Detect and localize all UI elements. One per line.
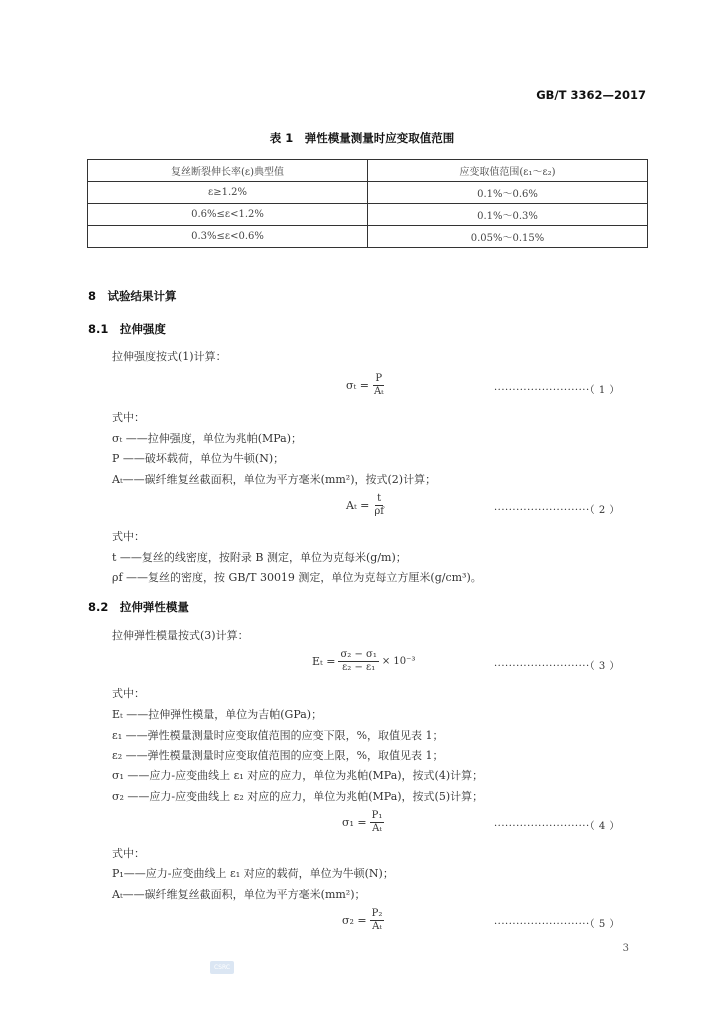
denominator: Aₜ — [372, 823, 382, 834]
equation-lhs: σ₁ = — [342, 816, 367, 829]
definition-line: ρf ——复丝的密度，按 GB/T 30019 测定，单位为克每立方厘米(g/cm³)。 — [112, 571, 482, 584]
denominator: Aₜ — [373, 386, 384, 397]
table-caption: 表 1 弹性模量测量时应变取值范围 — [269, 131, 455, 145]
equation-1 — [346, 373, 389, 398]
where-label: 式中： — [112, 411, 145, 424]
denominator: Aₜ — [372, 921, 382, 932]
fraction — [372, 373, 386, 398]
equation-number: （ 4 ） — [589, 821, 620, 832]
fraction — [370, 810, 385, 835]
definition-line: ε₂ ——弹性模量测量时应变取值范围的应变上限，%，取值见表 1； — [112, 749, 444, 762]
equation-4 — [342, 810, 387, 835]
definition-line: P ——破坏载荷，单位为牛顿(N)； — [112, 452, 285, 465]
table-header-row — [88, 160, 648, 182]
table-row — [88, 182, 648, 204]
equation-lhs: σₜ = — [346, 379, 369, 392]
paragraph: 拉伸弹性模量按式(3)计算： — [112, 629, 249, 642]
table-cell: 0.1%～0.3% — [368, 204, 648, 226]
equation-2 — [346, 493, 389, 518]
equation-leader-dots: ··························（ 4 ） — [494, 821, 620, 832]
definition-line: Aₜ——碳纤维复丝截面积，单位为平方毫米(mm²)； — [112, 888, 366, 901]
definition-line: Eₜ ——拉伸弹性模量，单位为吉帕(GPa)； — [112, 708, 323, 721]
standard-number: GB/T 3362—2017 — [536, 88, 646, 102]
definition-line: ε₁ ——弹性模量测量时应变取值范围的应变下限，%，取值见表 1； — [112, 729, 444, 742]
definition-line: σ₁ ——应力-应变曲线上 ε₁ 对应的应力，单位为兆帕(MPa)，按式(4)计算； — [112, 769, 484, 782]
equation-lhs: Aₜ = — [346, 499, 370, 512]
table-header-cell: 应变取值范围(ε₁～ε₂) — [368, 160, 648, 182]
table-cell: ε≥1.2% — [88, 182, 368, 204]
definition-line: Aₜ——碳纤维复丝截面积，单位为平方毫米(mm²)，按式(2)计算； — [112, 473, 437, 486]
definition-line: t ——复丝的线密度，按附录 B 测定，单位为克每米(g/m)； — [112, 551, 407, 564]
watermark-logo: CSRC — [210, 961, 234, 974]
section-8-heading: 8 试验结果计算 — [88, 289, 177, 303]
fraction — [372, 493, 386, 518]
table-row — [88, 226, 648, 248]
denominator: ρf — [374, 506, 384, 517]
table-header-cell: 复丝断裂伸长率(ε)典型值 — [88, 160, 368, 182]
table-cell: 0.05%～0.15% — [368, 226, 648, 248]
definition-line: σ₂ ——应力-应变曲线上 ε₂ 对应的应力，单位为兆帕(MPa)，按式(5)计算； — [112, 790, 484, 803]
equation-leader-dots: ··························（ 5 ） — [494, 919, 620, 930]
strain-range-table — [87, 159, 648, 248]
equation-number: （ 5 ） — [589, 919, 620, 930]
equation-lhs: σ₂ = — [342, 914, 367, 927]
table-row — [88, 204, 648, 226]
numerator: t — [377, 493, 382, 504]
equation-5 — [342, 908, 387, 933]
denominator: ε₂ − ε₁ — [342, 662, 376, 673]
table-cell: 0.6%≤ε<1.2% — [88, 204, 368, 226]
equation-number: （ 3 ） — [589, 661, 620, 672]
numerator: σ₂ − σ₁ — [340, 649, 377, 660]
numerator: P — [375, 373, 383, 384]
section-8-1-heading: 8.1 拉伸强度 — [88, 322, 166, 336]
equation-multiplier: × 10⁻³ — [381, 656, 416, 667]
where-label: 式中： — [112, 847, 145, 860]
section-8-2-heading: 8.2 拉伸弹性模量 — [88, 600, 189, 614]
definition-line: σₜ ——拉伸强度，单位为兆帕(MPa)； — [112, 432, 303, 445]
equation-3 — [312, 649, 415, 674]
where-label: 式中： — [112, 530, 145, 543]
fraction — [338, 649, 378, 674]
paragraph: 拉伸强度按式(1)计算： — [112, 350, 227, 363]
fraction — [370, 908, 385, 933]
equation-number: （ 2 ） — [589, 505, 620, 516]
equation-number: （ 1 ） — [589, 385, 620, 396]
where-label: 式中： — [112, 687, 145, 700]
equation-leader-dots: ··························（ 3 ） — [494, 661, 620, 672]
page-number: 3 — [622, 943, 629, 954]
definition-line: P₁——应力-应变曲线上 ε₁ 对应的载荷，单位为牛顿(N)； — [112, 867, 394, 880]
numerator: P₁ — [371, 810, 383, 821]
numerator: P₂ — [371, 908, 383, 919]
equation-leader-dots: ··························（ 1 ） — [494, 385, 620, 396]
table-cell: 0.1%～0.6% — [368, 182, 648, 204]
equation-lhs: Eₜ = — [312, 655, 336, 668]
equation-leader-dots: ··························（ 2 ） — [494, 505, 620, 516]
table-cell: 0.3%≤ε<0.6% — [88, 226, 368, 248]
